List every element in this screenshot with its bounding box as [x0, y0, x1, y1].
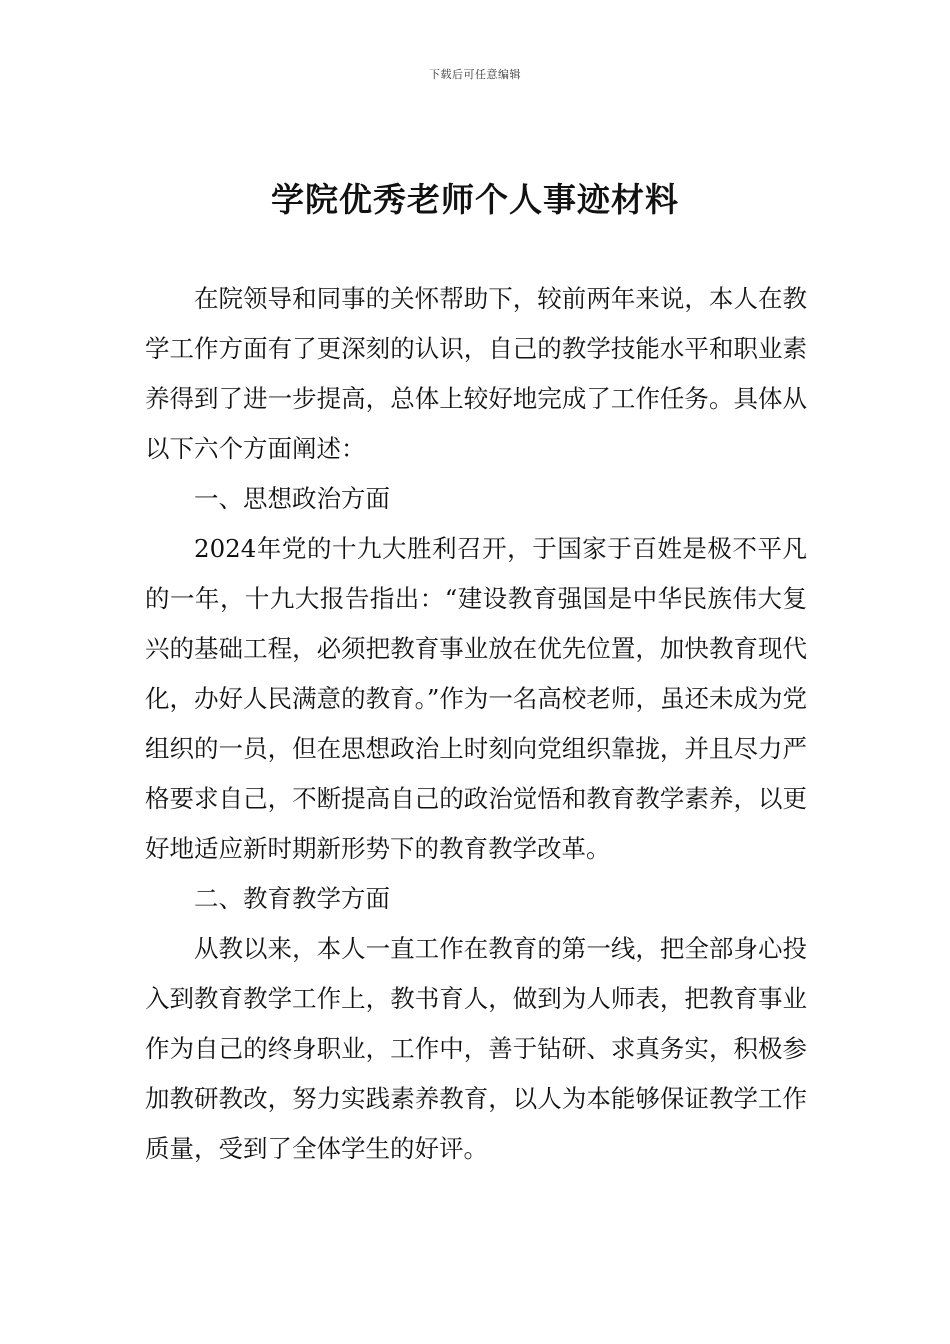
paragraph-intro: 在院领导和同事的关怀帮助下，较前两年来说，本人在教学工作方面有了更深刻的认识，自己的教学技能水平和职业素养得到了进一步提高，总体上较好地完成了工作任务。具体从以下六个方面阐述：: [145, 284, 807, 463]
header-note: 下载后可任意编辑: [429, 68, 521, 81]
document-title: 学院优秀老师个人事迹材料: [271, 180, 679, 219]
section-heading-teaching: 二、教育教学方面: [194, 884, 390, 913]
section-heading-political: 一、思想政治方面: [194, 484, 390, 513]
paragraph-political: 2024年党的十九大胜利召开，于国家于百姓是极不平凡的一年，十九大报告指出：“建设教育强国是中华民族伟大复兴的基础工程，必须把教育事业放在优先位置，加快教育现代化，办好人民满意的教育。”作为一名高校老师，虽还未成为党组织的一员，但在思想政治上时刻向党组织靠拢，并且尽力严格要求自己，不断提高自己的政治觉悟和教育教学素养，以更好地适应新时期新形势下的教育教学改革。: [145, 534, 807, 863]
document-body: [145, 274, 807, 1174]
paragraph-teaching: 从教以来，本人一直工作在教育的第一线，把全部身心投入到教育教学工作上，教书育人，做到为人师表，把教育事业作为自己的终身职业，工作中，善于钻研、求真务实，积极参加教研教改，努力实践素养教育，以人为本能够保证教学工作质量，受到了全体学生的好评。: [145, 934, 807, 1163]
